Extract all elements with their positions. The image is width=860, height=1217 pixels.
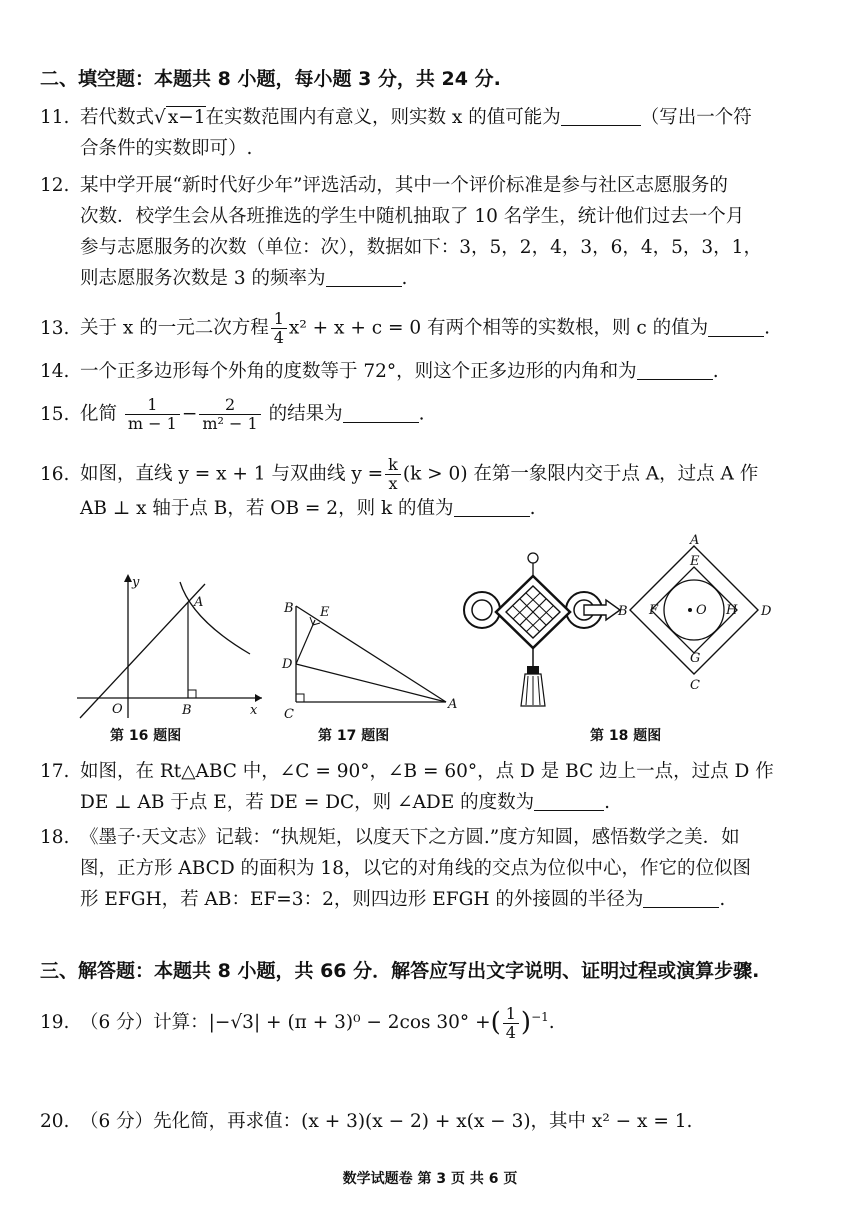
question-15: 15. 化简 $\frac{1}{m - 1}$ − $\frac{2}{\text{m² − 1}}$ 的结果为 . (40, 395, 425, 433)
fraction: $\frac{1}{4}$ (503, 1005, 519, 1042)
label-H: H (726, 603, 738, 618)
question-number: 14. (40, 361, 70, 382)
question-number: 19. (40, 1012, 70, 1034)
answer-blank[interactable] (643, 889, 719, 908)
figure-16 (72, 570, 267, 720)
question-number: 11. (40, 107, 70, 128)
figure-17-caption: 第 17 题图 (318, 728, 390, 744)
answer-blank[interactable] (454, 498, 530, 517)
question-20: 20. （6 分）先化简，再求值：(x + 3)(x − 2) + x(x − 3)，其中 x² − x = 1. (40, 1106, 830, 1137)
label-A: A (194, 595, 204, 610)
label-A: A (448, 697, 458, 712)
label-A: A (690, 534, 700, 548)
label-D: D (282, 657, 293, 672)
fraction: $\frac{k}{x}$ (385, 456, 401, 493)
question-number: 16. (40, 463, 70, 485)
answer-blank[interactable] (708, 318, 764, 337)
question-12: 12. 某中学开展“新时代好少年”评选活动，其中一个评价标准是参与社区志愿服务的 次数．校学生会从各班推选的学生中随机抽取了 10 名学生，统计他们过去一个月 参与志愿服务的次数（单位：次），数据如下：3，5，2，4，3，6，4，5，3，1， 则志愿服务次数是 3 的频率为 . (40, 170, 830, 294)
question-14: 14. 一个正多边形每个外角的度数等于 72°，则这个正多边形的内角和为 . (40, 356, 830, 387)
answer-blank[interactable] (561, 107, 641, 126)
section-3-heading: 三、解答题：本题共 8 小题，共 66 分．解答应写出文字说明、证明过程或演算步骤. (40, 960, 760, 982)
question-number: 12. (40, 175, 70, 196)
label-B: B (284, 601, 294, 616)
page-footer: 数学试题卷 第 3 页 共 6 页 (342, 1171, 518, 1187)
question-number: 15. (40, 403, 70, 425)
chinese-knot-image (458, 548, 608, 713)
question-number: 17. (40, 761, 70, 782)
section-2-heading: 二、填空题：本题共 8 小题，每小题 3 分，共 24 分. (40, 68, 501, 90)
expression: (x + 3)(x − 2) + x(x − 3)，其中 x² − x = 1. (301, 1111, 693, 1132)
label-G: G (690, 651, 701, 666)
question-number: 18. (40, 827, 70, 848)
question-19: 19. （6 分）计算：|−√3| + (π + 3)⁰ − 2cos 30° +( $\frac{1}{4}$ )$^{-1}$. (40, 1003, 555, 1042)
label-x: x (250, 703, 258, 718)
answer-blank[interactable] (343, 404, 419, 423)
question-number: 13. (40, 317, 70, 339)
label-B: B (618, 604, 628, 619)
label-B: B (182, 703, 192, 718)
label-C: C (284, 707, 294, 720)
fraction: $\frac{1}{4}$ (271, 310, 287, 347)
figure-18 (614, 534, 774, 694)
label-D: D (761, 604, 772, 619)
answer-blank[interactable] (326, 268, 402, 287)
fraction: $\frac{1}{m - 1}$ (125, 396, 180, 433)
question-13: 13. 关于 x 的一元二次方程 $\frac{1}{4}$ x² + x + c = 0 有两个相等的实数根，则 c 的值为 . (40, 309, 770, 347)
expression: |−√3| + (π + 3)⁰ − 2cos 30° + (208, 1012, 491, 1034)
label-O: O (696, 603, 707, 618)
answer-blank[interactable] (534, 792, 604, 811)
question-16: 16. 如图，直线 y = x + 1 与双曲线 y = $\frac{k}{x}$ (k > 0) 在第一象限内交于点 A，过点 A 作 AB ⊥ x 轴于点 B，若 OB = 2，则 k 的值为 . (40, 455, 759, 519)
figure-16-caption: 第 16 题图 (110, 728, 182, 744)
label-F: F (649, 603, 659, 618)
question-11: 11. 若代数式√ x−1在实数范围内有意义，则实数 x 的值可能为 （写出一个符 合条件的实数即可）. (40, 102, 830, 164)
label-E: E (320, 605, 330, 620)
label-E: E (690, 554, 700, 569)
figure-17 (280, 596, 465, 720)
label-y: y (132, 575, 140, 590)
question-17: 17. 如图，在 Rt△ABC 中，∠C = 90°，∠B = 60°，点 D 是 BC 边上一点，过点 D 作 DE ⊥ AB 于点 E，若 DE = DC，则 ∠ADE 的度数为 . (40, 756, 830, 818)
label-C: C (690, 678, 700, 693)
fraction: $\frac{2}{\text{m² − 1}}$ (199, 396, 260, 433)
figure-18-caption: 第 18 题图 (590, 728, 662, 744)
question-18: 18. 《墨子·天文志》记载：“执规矩，以度天下之方圆.”度方知圆，感悟数学之美．如 图，正方形 ABCD 的面积为 18，以它的对角线的交点为位似中心，作它的位似图 形 EFGH，若 AB：EF=3：2，则四边形 EFGH 的外接圆的半径为 . (40, 822, 830, 915)
question-number: 20. (40, 1111, 70, 1132)
radicand: x−1 (167, 107, 206, 128)
answer-blank[interactable] (637, 361, 713, 380)
label-O: O (112, 702, 123, 717)
